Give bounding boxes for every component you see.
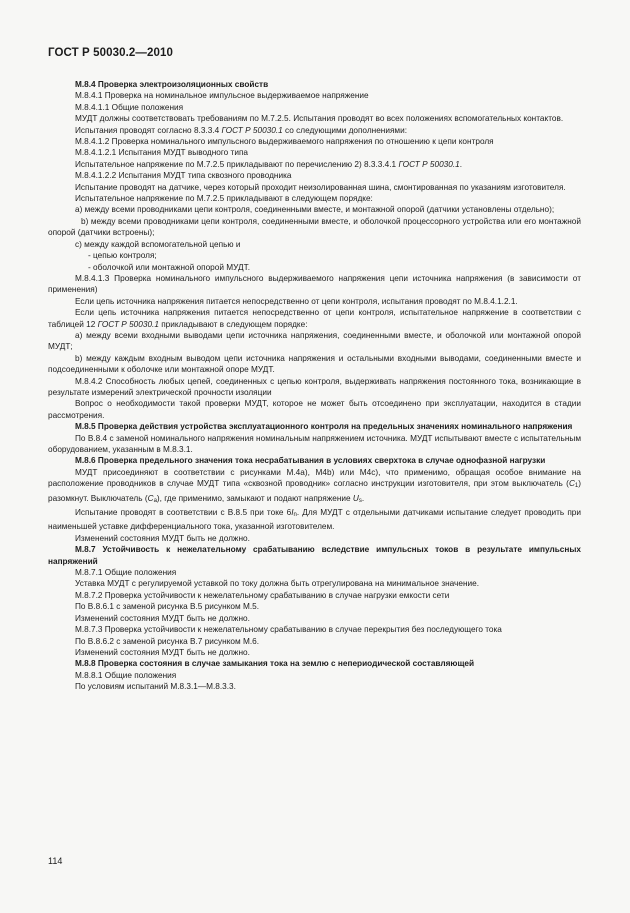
document-body — [48, 79, 581, 693]
paragraph: М.8.4.1.1 Общие положения — [75, 102, 184, 112]
symbol-u: U — [352, 493, 359, 503]
subscript: s — [358, 497, 362, 504]
paragraph: Изменений состояния МУДТ быть не должно. — [75, 647, 250, 657]
section-heading-m85: М.8.5 Проверка действия устройства эксплуатационного контроля на предельных значениях номинального напряжения — [75, 422, 573, 432]
text: ) разомкнут. Выключатель ( — [48, 479, 581, 503]
list-item: а) между всеми проводниками цепи контроля, соединенными вместе, и монтажной опорой (датчики установлены отдельно); — [75, 205, 555, 215]
text: Испытания проводят согласно 8.3.3.4 — [75, 125, 222, 135]
paragraph: Если цепь источника напряжения питается непосредственно от цепи контроля, испытания проводят по М.8.4.1.2.1. — [75, 296, 518, 306]
dash-item: - цепью контроля; — [88, 251, 157, 261]
paragraph: По В.8.6.2 с заменой рисунка В.7 рисунком М.6. — [75, 636, 259, 646]
symbol-c: C — [147, 493, 154, 503]
section-heading-m86: М.8.6 Проверка предельного значения тока несрабатывания в условиях сверхтока в случае однофазной нагрузки — [75, 456, 546, 466]
paragraph: Изменений состояния МУДТ быть не должно. — [75, 613, 250, 623]
paragraph — [48, 467, 581, 507]
paragraph: Испытание проводят на датчике, через который проходит неизолированная шина, смонтированная по указаниям изготовителя. — [75, 182, 566, 192]
text: МУДТ присоединяют в соответствии с рисунками М.4а), М4b) или М4с), что применимо, обращая особое внимание на расположение проводников в случае МУДТ типа «сквозной проводник» согласно инструкции изготовителя, при этом выключатель ( — [48, 467, 581, 489]
section-heading-m87: М.8.7 Устойчивость к нежелательному срабатыванию вследствие импульсных токов в результате импульсных напряжений — [48, 545, 581, 566]
subscript: n — [293, 512, 297, 519]
paragraph: По В.8.6.1 с заменой рисунка В.5 рисунком М.5. — [75, 602, 259, 612]
paragraph: М.8.4.1 Проверка на номинальное импульсное выдерживаемое напряжение — [75, 91, 369, 101]
text: . — [361, 493, 365, 503]
list-item: а) между всеми входными выводами цепи источника напряжения, соединенными вместе, и оболочкой или монтажной опорой МУДТ; — [48, 330, 581, 352]
paragraph: По условиям испытаний М.8.3.1—М.8.3.3. — [75, 682, 236, 692]
paragraph — [48, 307, 581, 330]
subscript: 1 — [574, 483, 579, 490]
page-number: 114 — [48, 856, 63, 866]
symbol-c: C — [568, 479, 575, 489]
paragraph: Вопрос о необходимости такой проверки МУДТ, которое не может быть отсоединено при эксплуатации, находится в стадии рассмотрения. — [48, 399, 581, 420]
standard-reference: ГОСТ Р 50030.1 — [398, 159, 460, 169]
list-item: b) между всеми проводниками цепи контроля, соединенными вместе, и оболочкой процессорного устройства или его монтажной опорой (датчики встроены); — [48, 216, 581, 238]
paragraph — [48, 507, 581, 533]
text: Испытание проводят в соответствии с В.8.5 при токе 6 — [75, 508, 292, 518]
paragraph: По В.8.4 с заменой номинального напряжения номинальным напряжением источника. МУДТ испытывают вместе с испытательным оборудованием, указанным в М.8.3.1. — [48, 433, 581, 454]
section-heading-m88: М.8.8 Проверка состояния в случае замыкания тока на землю с непериодической составляющей — [75, 659, 475, 669]
section-heading-m84: М.8.4 Проверка электроизоляционных свойств — [75, 80, 269, 89]
text: со следующими дополнениями: — [282, 125, 408, 135]
symbol-i: I — [291, 508, 294, 518]
paragraph: М.8.4.1.2.2 Испытания МУДТ типа сквозного проводника — [75, 171, 292, 181]
paragraph: Испытательное напряжение по М.7.2.5 прикладывают в следующем порядке: — [75, 194, 373, 204]
standard-reference: ГОСТ Р 50030.1 — [97, 319, 159, 329]
paragraph: М.8.7.3 Проверка устойчивости к нежелательному срабатыванию в случае перекрытия без последующего тока — [75, 625, 502, 635]
list-item: с) между каждой вспомогательной цепью и — [75, 239, 241, 249]
text: . Для МУДТ с отдельными датчиками испытание следует проводить при наименьшей уставке дифференциального тока, указанной изготовителем. — [48, 508, 581, 532]
standard-reference: ГОСТ Р 50030.1 — [221, 125, 283, 135]
paragraph: М.8.4.1.2.1 Испытания МУДТ выводного типа — [75, 148, 248, 158]
list-item: b) между каждым входным выводом цепи источника напряжения и остальными входными выводами, соединенными вместе и подсоединенными к оболочке или монтажной опоре МУДТ. — [48, 353, 581, 375]
paragraph: М.8.4.1.3 Проверка номинального импульсного выдерживаемого напряжения цепи источника напряжения (в зависимости от применения) — [48, 273, 581, 295]
paragraph: М.8.4.1.2 Проверка номинального импульсного выдерживаемого напряжения по отношению к цепи контроля — [75, 137, 494, 147]
paragraph: Изменений состояния МУДТ быть не должно. — [75, 533, 250, 543]
text: Если цепь источника напряжения питается непосредственно от цепи контроля, испытательное напряжение в соответствии с таблицей 12 — [48, 308, 581, 329]
paragraph: М.8.7.2 Проверка устойчивости к нежелательному срабатыванию в случае нагрузки емкости сети — [75, 590, 450, 600]
paragraph: Уставка МУДТ с регулируемой уставкой по току должна быть отрегулирована на минимальное значение. — [75, 579, 479, 589]
text: Испытательное напряжение по М.7.2.5 прикладывают по перечислению 2) 8.3.3.4.1 — [75, 159, 399, 169]
subscript: a — [153, 497, 157, 504]
text: прикладывают в следующем порядке: — [158, 319, 308, 329]
paragraph: М.8.4.2 Способность любых цепей, соединенных с цепью контроля, выдерживать напряжения постоянного тока, возникающие в результате измерений электрической прочности изоляции — [48, 376, 581, 397]
dash-item: - оболочкой или монтажной опорой МУДТ. — [88, 262, 251, 272]
paragraph: М.8.8.1 Общие положения — [75, 670, 177, 680]
paragraph — [48, 159, 581, 170]
text: . — [459, 159, 463, 169]
paragraph — [48, 125, 581, 136]
paragraph: М.8.7.1 Общие положения — [75, 568, 177, 578]
text: ), где применимо, замыкают и подают напряжение — [156, 493, 353, 503]
paragraph: МУДТ должны соответствовать требованиям по М.7.2.5. Испытания проводят во всех положениях вспомогательных контактов. — [75, 114, 564, 124]
document-header: ГОСТ Р 50030.2—2010 — [48, 47, 173, 59]
